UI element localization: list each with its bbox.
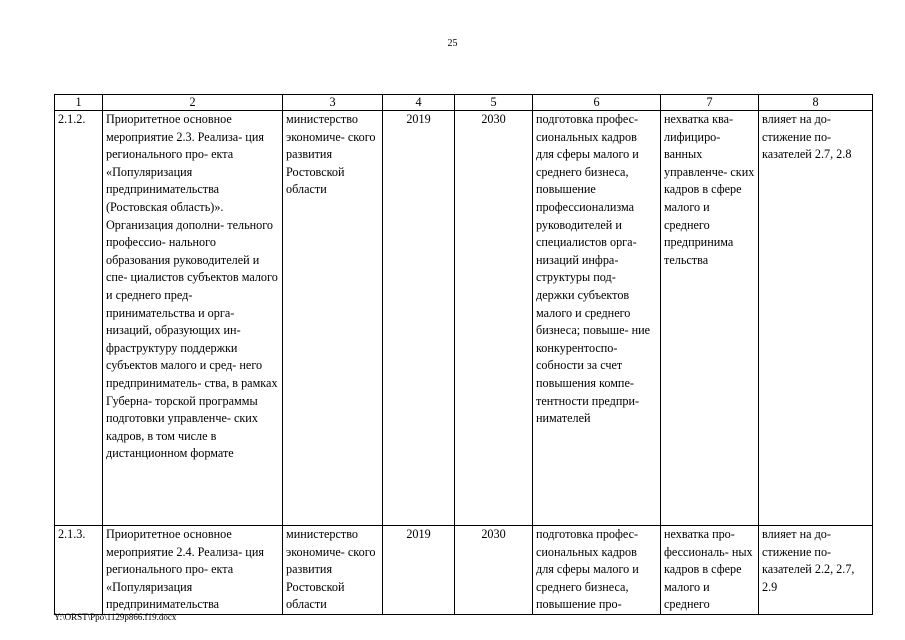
page-number: 25 bbox=[447, 38, 458, 49]
non-implementation-consequences: нехватка ква- лифициро- ванных управленче- ских кадров в сфере малого и среднего предпринима тельства bbox=[661, 111, 759, 526]
responsible-executor: министерство экономиче- ского развития Ростовской области bbox=[283, 526, 383, 615]
column-header: 5 bbox=[455, 95, 533, 111]
related-indicators: влияет на до- стижение по- казателей 2.2, 2.7, 2.9 bbox=[759, 526, 873, 615]
column-header: 7 bbox=[661, 95, 759, 111]
end-year: 2030 bbox=[455, 111, 533, 526]
column-header: 3 bbox=[283, 95, 383, 111]
column-header: 8 bbox=[759, 95, 873, 111]
column-header: 4 bbox=[383, 95, 455, 111]
non-implementation-consequences: нехватка про- фессиональ- ных кадров в сфере малого и среднего bbox=[661, 526, 759, 615]
column-header: 1 bbox=[55, 95, 103, 111]
expected-result: подготовка профес- сиональных кадров для сферы малого и среднего бизнеса, повышение профессионализма руководителей и специалистов орга- низаций инфра- структуры под- держки субъектов малого и среднего бизнеса; повыше- ние конкурентоспо- собности за счет повышения компе- тентности предпри- нимателей bbox=[533, 111, 661, 526]
start-year: 2019 bbox=[383, 111, 455, 526]
start-year: 2019 bbox=[383, 526, 455, 615]
end-year: 2030 bbox=[455, 526, 533, 615]
table-row bbox=[55, 526, 873, 615]
footer-file-path: Y:\ORST\Ppo\1129p866.f19.docx bbox=[54, 612, 177, 622]
related-indicators: влияет на до- стижение по- казателей 2.7, 2.8 bbox=[759, 111, 873, 526]
measure-description: Приоритетное основное мероприятие 2.3. Реализа- ция регионального про- екта «Популяризация предпринимательства (Ростовская область)». Организация дополни- тельного профессио- нального образования руководителей и спе- циалистов субъектов малого и среднего пред- принимательства и орга- низаций, образующих ин- фраструктуру поддержки субъектов малого и сред- него предприниматель- ства, в рамках Губерна- торской программы подготовки управленче- ских кадров, в том числе в дистанционном формате bbox=[103, 111, 283, 526]
item-number: 2.1.2. bbox=[55, 111, 103, 526]
measure-description: Приоритетное основное мероприятие 2.4. Реализа- ция регионального про- екта «Популяризация предпринимательства bbox=[103, 526, 283, 615]
measures-table bbox=[54, 94, 873, 615]
item-number: 2.1.3. bbox=[55, 526, 103, 615]
column-header: 6 bbox=[533, 95, 661, 111]
column-header: 2 bbox=[103, 95, 283, 111]
table-row bbox=[55, 111, 873, 526]
table-header-row bbox=[55, 95, 873, 111]
expected-result: подготовка профес- сиональных кадров для сферы малого и среднего бизнеса, повышение про- bbox=[533, 526, 661, 615]
responsible-executor: министерство экономиче- ского развития Ростовской области bbox=[283, 111, 383, 526]
